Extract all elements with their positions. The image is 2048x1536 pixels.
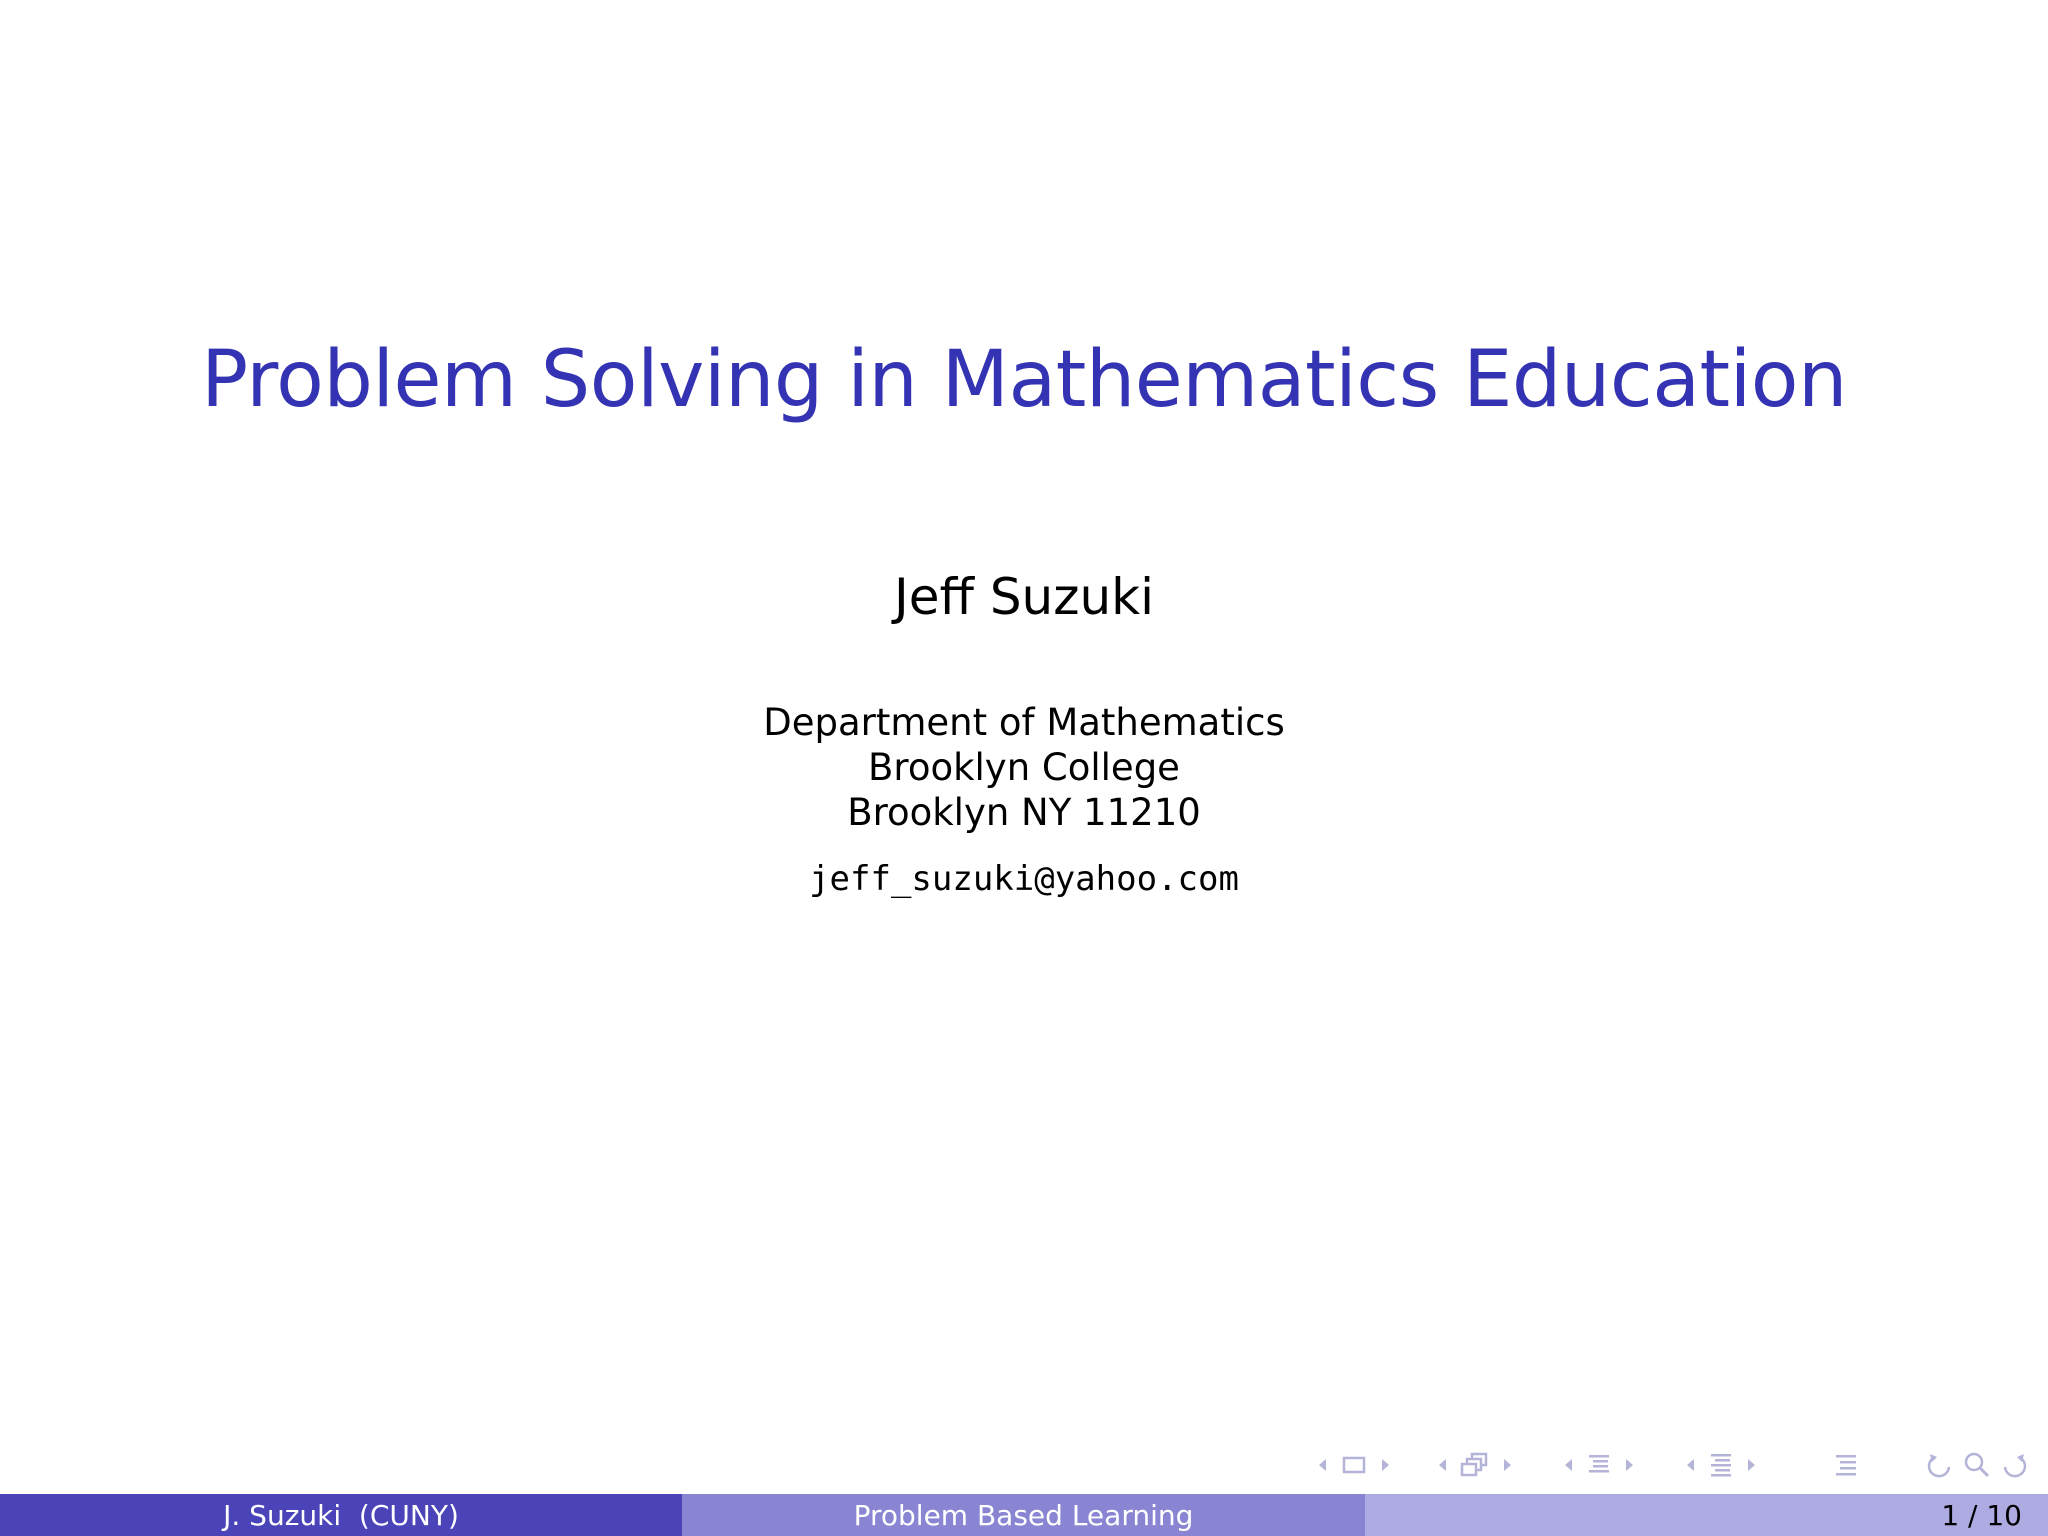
section-icon[interactable] (1580, 1448, 1618, 1482)
back-icon[interactable] (1922, 1448, 1958, 1482)
forward-icon[interactable] (1996, 1448, 2032, 1482)
slide-author: Jeff Suzuki (893, 568, 1155, 626)
next-frame-arrow-icon[interactable] (1374, 1448, 1398, 1482)
beamer-navigation-bar (1310, 1448, 2040, 1482)
institute-line-department: Department of Mathematics (763, 701, 1285, 744)
footline (0, 1494, 2048, 1536)
next-subsection-arrow-icon[interactable] (1496, 1448, 1520, 1482)
next-section-arrow-icon[interactable] (1618, 1448, 1642, 1482)
frame-icon[interactable] (1334, 1448, 1374, 1482)
slide-institute (0, 700, 2048, 835)
document-icon[interactable] (1702, 1448, 1740, 1482)
footer-title: Problem Based Learning (682, 1494, 1365, 1536)
author-email: jeff_suzuki@yahoo.com (809, 859, 1239, 899)
prev-section-arrow-icon[interactable] (1556, 1448, 1580, 1482)
prev-document-arrow-icon[interactable] (1678, 1448, 1702, 1482)
search-icon[interactable] (1960, 1448, 1994, 1482)
footer-page-number: 1 / 10 (1365, 1494, 2048, 1536)
footer-author: J. Suzuki (CUNY) (0, 1494, 682, 1536)
prev-frame-arrow-icon[interactable] (1310, 1448, 1334, 1482)
slide-title: Problem Solving in Mathematics Education (201, 335, 1847, 425)
next-document-arrow-icon[interactable] (1740, 1448, 1764, 1482)
outline-icon[interactable] (1830, 1448, 1862, 1482)
prev-subsection-arrow-icon[interactable] (1430, 1448, 1454, 1482)
institute-line-address: Brooklyn NY 11210 (847, 791, 1201, 834)
subsection-icon[interactable] (1454, 1448, 1496, 1482)
institute-line-college: Brooklyn College (868, 746, 1180, 789)
